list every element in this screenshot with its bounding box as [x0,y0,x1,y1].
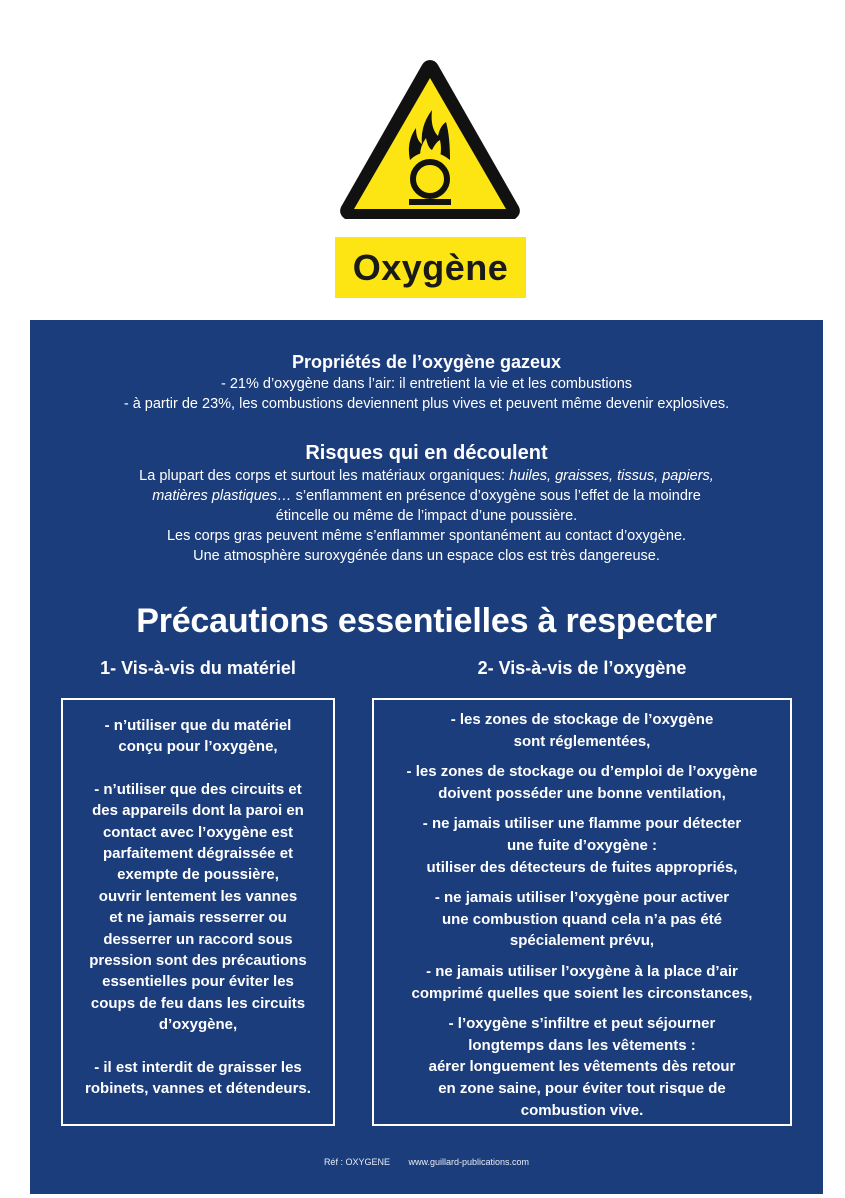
precaution-item [374,813,790,878]
material-column-heading: 1- Vis-à-vis du matériel [100,658,296,678]
risks-heading: Risques qui en découlent [305,442,548,464]
footer [30,1156,823,1168]
properties-heading: Propriétés de l’oxygène gazeux [291,352,562,372]
oxidizing-substance-warning-icon [336,56,524,224]
precaution-line: conçu pour l’oxygène, [118,738,278,756]
precaution-line: - les zones de stockage ou d’emploi de l’oxygène [406,763,758,781]
risks-section [30,441,823,566]
info-panel [30,320,823,1194]
precaution-line: - l’oxygène s’infiltre et peut séjourner [448,1015,716,1033]
precaution-line: desserrer un raccord sous [103,930,293,948]
precaution-line: parfaitement dégraissée et [102,845,294,863]
precaution-item [63,779,333,1036]
precaution-line: une combustion quand cela n’a pas été [441,910,723,928]
precaution-line: longtemps dans les vêtements : [468,1036,696,1054]
properties-section [30,351,823,414]
precaution-line: sont réglementées, [513,732,651,750]
precaution-line: essentielles pour éviter les [102,973,294,991]
precaution-line: des appareils dont la paroi en [92,802,304,820]
precaution-line: contact avec l’oxygène est [102,823,294,841]
publisher-website: www.guillard-publications.com [408,1157,530,1167]
precaution-line: aérer longuement les vêtements dès retour [428,1058,736,1076]
precaution-item [63,715,333,758]
precautions-heading: Précautions essentielles à respecter [136,602,717,640]
risks-line-2 [30,486,823,506]
oxygen-column-heading: 2- Vis-à-vis de l’oxygène [477,658,687,678]
precaution-line: en zone saine, pour éviter tout risque de [438,1079,726,1097]
risks-line-5: Une atmosphère suroxygénée dans un espace clos est très dangereuse. [193,548,660,564]
precaution-item [374,761,790,804]
precaution-line: d’oxygène, [158,1016,238,1034]
precaution-line: ouvrir lentement les vannes [98,887,298,905]
risks-materials-list-end: matières plastiques… [152,488,292,504]
precaution-line: comprimé quelles que soient les circonstances, [411,984,753,1002]
precaution-line: - il est interdit de graisser les [94,1058,302,1076]
precaution-line: utiliser des détecteurs de fuites appropriés, [426,858,738,876]
precaution-line: - les zones de stockage de l’oxygène [450,711,714,728]
page-title: Oxygène [352,246,509,288]
oxygen-precautions-box [372,698,792,1126]
precaution-line: pression sont des précautions [89,952,307,970]
precaution-line: doivent posséder une bonne ventilation, [438,784,726,802]
risks-line-1-text: La plupart des corps et surtout les matériaux organiques: [139,468,510,484]
precaution-line: exempte de poussière, [117,866,279,884]
risks-line-4: Les corps gras peuvent même s’enflammer spontanément au contact d’oxygène. [166,528,687,544]
precaution-line: et ne jamais resserrer ou [109,909,287,927]
precaution-item [374,887,790,952]
risks-line-1 [30,466,823,486]
precaution-line: - n’utiliser que du matériel [104,717,292,734]
precaution-line: spécialement prévu, [509,932,655,950]
precaution-item [374,709,790,752]
precaution-line: - ne jamais utiliser une flamme pour détecter [422,815,742,833]
reference-label: Réf : OXYGENE [323,1157,390,1167]
material-precautions-box [61,698,335,1126]
precaution-line: - ne jamais utiliser l’oxygène pour activer [434,889,730,907]
precaution-item [374,1013,790,1121]
risks-line-3: étincelle ou même de l’impact d’une poussière. [275,508,578,524]
precaution-line: combustion vive. [520,1101,644,1119]
properties-line-2: - à partir de 23%, les combustions deviennent plus vives et peuvent même devenir explosives. [123,396,730,412]
precaution-line: une fuite d’oxygène : [506,836,657,854]
properties-line-1: - 21% d’oxygène dans l’air: il entretient la vie et les combustions [220,376,633,392]
precaution-line: robinets, vannes et détendeurs. [85,1080,311,1098]
risks-materials-list: huiles, graisses, tissus, papiers, [509,468,714,484]
precaution-item [63,1057,333,1100]
precaution-line: coups de feu dans les circuits [90,994,306,1012]
precaution-item [374,961,790,1004]
precaution-line: - ne jamais utiliser l’oxygène à la place d’air [426,962,738,980]
risks-line-2-text: s’enflamment en présence d’oxygène sous l’effet de la moindre [291,488,701,504]
precaution-line: - n’utiliser que des circuits et [94,780,302,798]
title-plate [335,237,526,298]
